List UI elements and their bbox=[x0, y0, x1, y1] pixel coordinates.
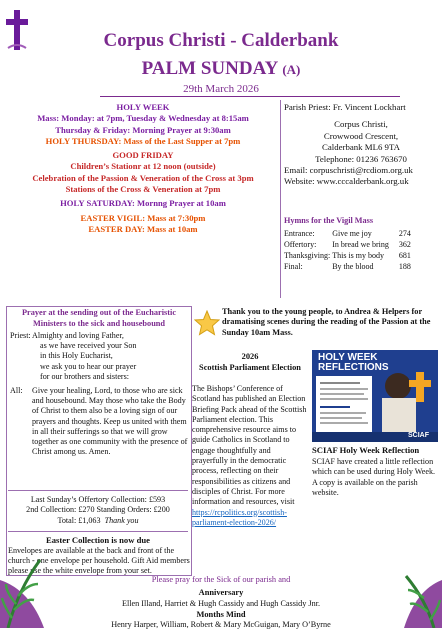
holy-week-schedule bbox=[8, 102, 278, 235]
holy-week-line-7: Stations of the Cross & Veneration at 7pm bbox=[65, 184, 221, 195]
hymn-label: Offertory: bbox=[284, 240, 317, 249]
anniversary-heading: Anniversary bbox=[198, 588, 244, 597]
hymns-table bbox=[284, 228, 413, 272]
website[interactable]: Website: www.cccalderbank.org.uk bbox=[284, 176, 409, 187]
star-icon bbox=[194, 310, 220, 336]
hymn-number: 681 bbox=[398, 251, 411, 260]
sciaf-text: SCIAF have created a little reflection which can be used during Holy Week. A copy is available on the parish website. bbox=[312, 457, 436, 497]
priest-line: in this Holy Eucharist, bbox=[40, 351, 113, 361]
election-heading bbox=[192, 352, 308, 373]
subtitle-text: PALM SUNDAY bbox=[141, 58, 278, 79]
poster-title-1: HOLY WEEK bbox=[318, 352, 378, 363]
hymn-number: 188 bbox=[398, 262, 411, 271]
column-divider bbox=[280, 100, 281, 298]
poster-brand: SCIAF bbox=[408, 432, 429, 439]
election-text bbox=[192, 384, 308, 528]
holy-week-line-2: Thursday & Friday: Morning Prayer at 9:30am bbox=[55, 124, 231, 135]
hymn-label: Entrance: bbox=[284, 229, 315, 238]
all-text: Give your healing, Lord, to those who are sick and housebound. May those who take the Body of Christ to them also be a loving sign of our prayers and thoughts. Keep us united with them in all their sufferings so that we will grow together as one community with the presence of Christ among us. Amen. bbox=[32, 386, 188, 457]
email[interactable]: Email: corpuschristi@rcdiom.org.uk bbox=[284, 165, 413, 176]
parish-info bbox=[284, 102, 438, 188]
offertory-summary bbox=[8, 490, 188, 526]
hymn-label: Thanksgiving: bbox=[284, 251, 331, 260]
prayer-text bbox=[10, 331, 188, 457]
holy-week-line-3: HOLY THURSDAY: Mass of the Last Supper at 7pm bbox=[45, 135, 241, 146]
poster-title bbox=[318, 353, 389, 373]
sick-prayer-request: Please pray for the Sick of our parish and bbox=[151, 575, 291, 584]
sciaf-poster-image bbox=[312, 350, 438, 442]
address-line-3: Calderbank ML6 9TA bbox=[322, 142, 400, 153]
sciaf-heading: SCIAF Holy Week Reflection bbox=[312, 445, 420, 455]
holy-week-line-1: Mass: Monday: at 7pm, Tuesday & Wednesday at 8:15am bbox=[37, 113, 249, 124]
hymn-row bbox=[284, 261, 413, 272]
hymn-number: 274 bbox=[398, 229, 411, 238]
offertory-total bbox=[8, 516, 188, 526]
election-title: Scottish Parliament Election bbox=[199, 362, 301, 372]
parish-title: Corpus Christi - Calderbank bbox=[103, 30, 339, 51]
hymn-number: 362 bbox=[398, 240, 411, 249]
priest-line: we ask you to hear our prayer bbox=[40, 361, 137, 371]
easter-collection-text: Envelopes are available at the back and front of the church - one envelope per household. Gift Aid members please use the white envelope from your set. bbox=[8, 546, 190, 576]
priest-line: for our brothers and sisters: bbox=[40, 371, 130, 381]
offertory-line-3: Total: £1,063 bbox=[57, 515, 101, 525]
palm-leaf-icon bbox=[390, 560, 442, 628]
hymn-row bbox=[284, 228, 413, 239]
thanks-note: Thank you to the young people, to Andrea & Helpers for dramatising scenes during the reading of the Passion at the Sunday 10am Mass. bbox=[222, 307, 431, 337]
parish-priest: Parish Priest: Fr. Vincent Lockhart bbox=[284, 102, 406, 112]
palm-leaf-icon bbox=[0, 540, 60, 628]
page-subtitle bbox=[0, 58, 442, 80]
holy-week-line-8: HOLY SATURDAY: Mornng Prayer at 10am bbox=[60, 198, 226, 209]
priest-label: Priest: bbox=[10, 331, 31, 340]
holy-week-line-6: Celebration of the Passion & Veneration of the Cross at 3pm bbox=[32, 172, 254, 183]
hymn-name: This is my body bbox=[332, 251, 384, 260]
divider bbox=[100, 96, 400, 97]
hymn-label: Final: bbox=[284, 262, 303, 271]
holy-week-line-10: EASTER DAY: Mass at 10am bbox=[88, 223, 198, 234]
priest-line: as we have received your Son bbox=[40, 341, 137, 351]
hymn-name: By the blood bbox=[332, 262, 374, 271]
address-line-1: Corpus Christi, bbox=[334, 119, 388, 130]
address-line-2: Crowwood Crescent, bbox=[323, 130, 399, 141]
offertory-thanks: Thank you bbox=[104, 515, 139, 525]
all-label: All: bbox=[10, 386, 23, 396]
anniversary-names: Ellen Illand, Harriet & Hugh Cassidy and Hugh Cassidy Jnr. bbox=[121, 599, 321, 608]
easter-collection-heading: Easter Collection is now due bbox=[8, 531, 188, 545]
bulletin-date: 29th March 2026 bbox=[183, 83, 259, 95]
holy-week-line-9: EASTER VIGIL: Mass at 7:30pm bbox=[80, 212, 206, 223]
subtitle-suffix: (A) bbox=[282, 62, 301, 77]
holy-week-line-4: GOOD FRIDAY bbox=[112, 150, 174, 161]
hymn-name: Give me joy bbox=[332, 229, 372, 238]
election-link[interactable]: https://rcpolitics.org/scottish-parliament-election-2026/ bbox=[192, 507, 287, 527]
hymn-row bbox=[284, 239, 413, 250]
months-mind-line-1: Henry Harper, William, Robert & Mary McGuigan, Mary O’Byrne bbox=[111, 620, 331, 629]
poster-title-2: REFLECTIONS bbox=[318, 362, 389, 373]
telephone: Telephone: 01236 763670 bbox=[315, 153, 407, 164]
holy-week-heading: HOLY WEEK bbox=[116, 102, 170, 112]
hymn-row bbox=[284, 250, 413, 261]
election-year: 2026 bbox=[241, 352, 259, 361]
offertory-line-2: 2nd Collection: £270 Standing Orders: £200 bbox=[26, 505, 170, 515]
months-mind-heading: Months Mind bbox=[196, 610, 246, 619]
holy-week-line-5: Children’s Stationr at 12 noon (outside) bbox=[70, 161, 216, 172]
prayer-heading: Prayer at the sending out of the Eucharistic Ministers to the sick and housebound bbox=[21, 308, 177, 328]
election-body: The Bishops’ Conference of Scotland has published an Election Briefing Pack ahead of the Scottish Parliament election. This comprehensive resource aims to guide Catholics in Scotland to engage thoughtfully and prayerfully in the democratic process, reflecting on their responsibilities as citizens and disciples of Christ. For more information and resources, visit bbox=[192, 384, 307, 507]
priest-line: Almighty and loving Father, bbox=[32, 331, 124, 340]
hymn-name: In bread we bring bbox=[332, 240, 389, 249]
hymns-title: Hymns for the Vigil Mass bbox=[284, 216, 374, 225]
offertory-line-1: Last Sunday’s Offertory Collection: £593 bbox=[30, 495, 166, 504]
